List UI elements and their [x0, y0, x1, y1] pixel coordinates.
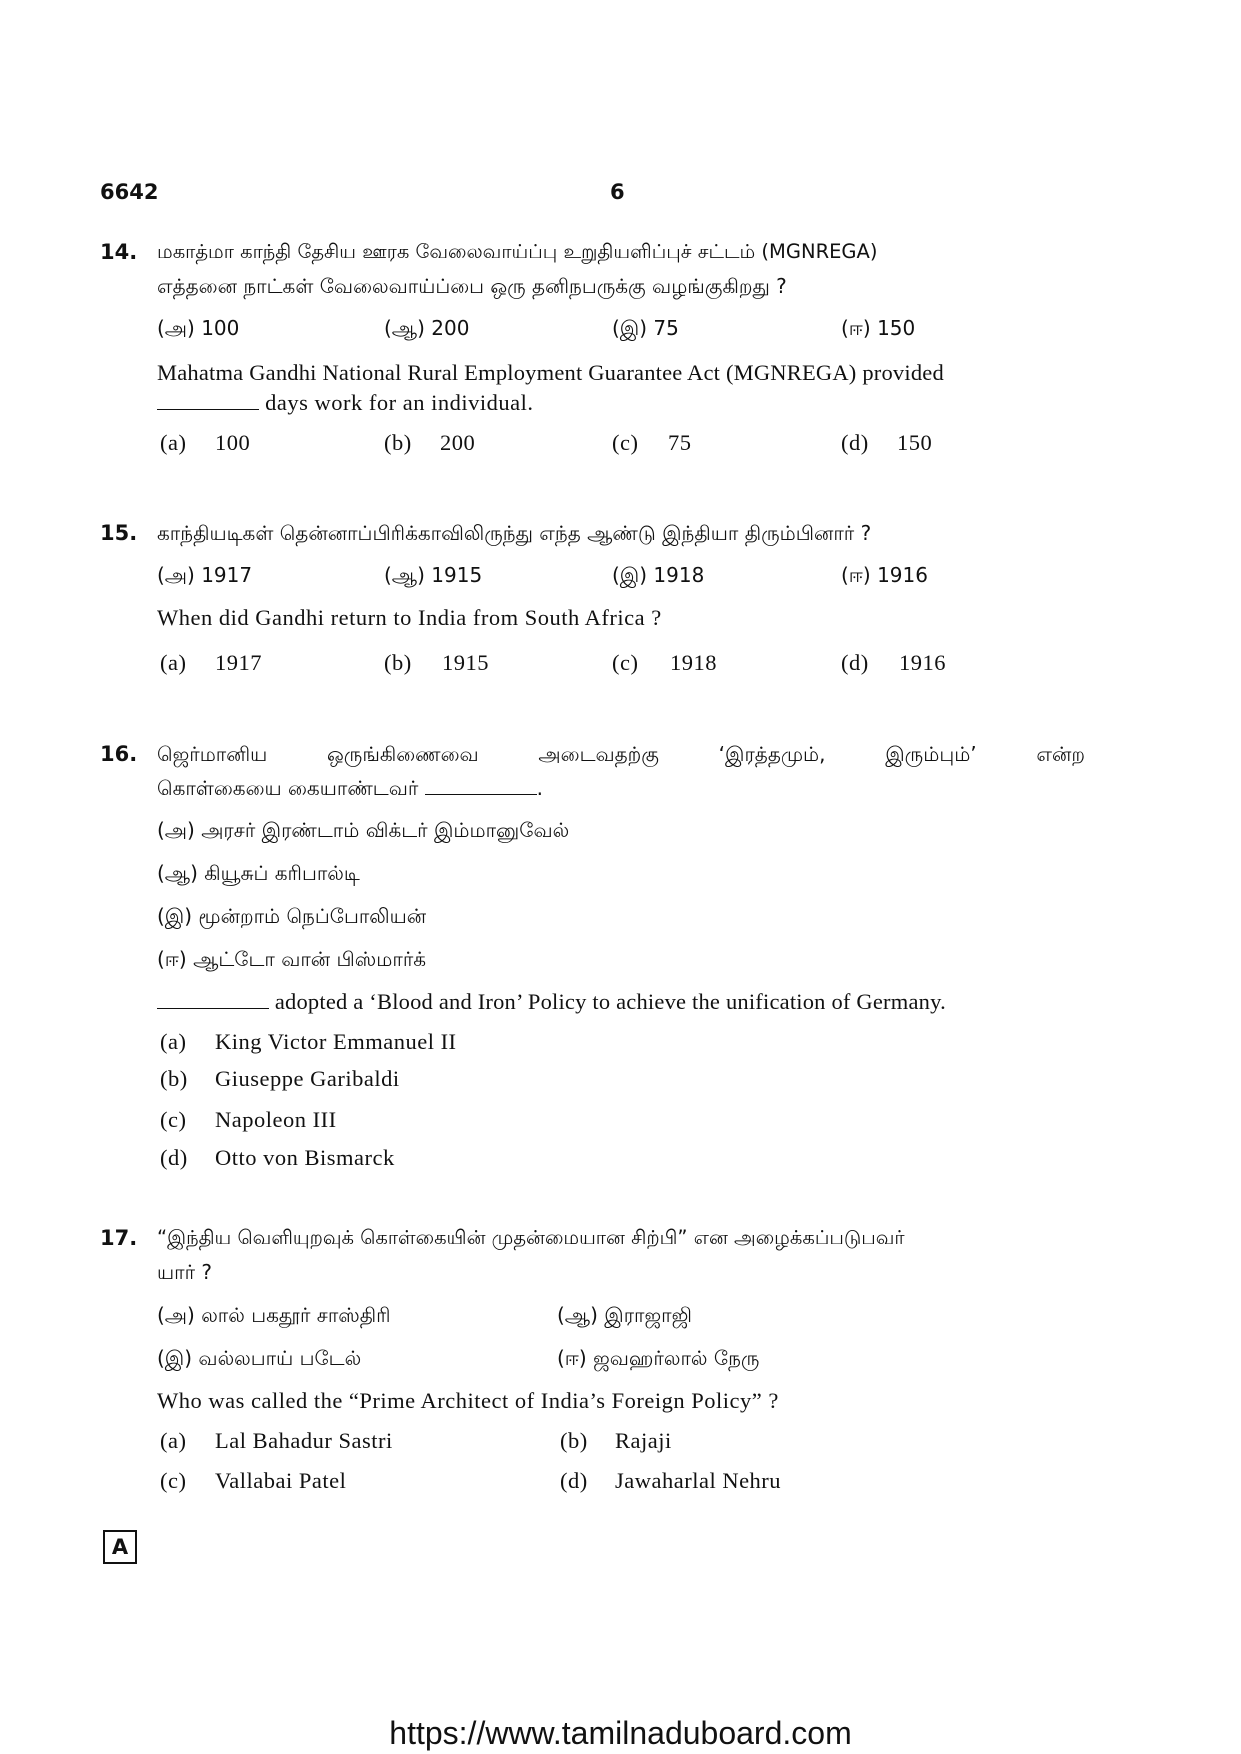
option-label: (ஆ)	[157, 861, 198, 885]
option-tamil-c	[612, 316, 679, 343]
option-tamil-b	[157, 861, 360, 888]
option-text: 100	[215, 430, 251, 455]
option-label: (இ)	[612, 316, 648, 340]
option-label: (a)	[160, 1029, 187, 1054]
option-text: 200	[440, 430, 476, 455]
option-text: 1915	[431, 563, 483, 587]
option-label: (c)	[612, 430, 639, 455]
option-label: (b)	[384, 650, 412, 675]
option-label: (இ)	[157, 904, 193, 928]
option-text: 1918	[653, 563, 705, 587]
option-text: Jawaharlal Nehru	[615, 1468, 782, 1493]
option-text: ஜவஹர்லால் நேரு	[593, 1346, 760, 1370]
option-label: (ஆ)	[384, 563, 425, 587]
option-text: லால் பகதூர் சாஸ்திரி	[201, 1303, 391, 1327]
option-tamil-c	[157, 1346, 361, 1373]
question-text-tamil: கொள்கையை கையாண்டவர் .	[157, 776, 543, 800]
option-text: 1917	[201, 563, 253, 587]
question-text-english-rest: adopted a ‘Blood and Iron’ Policy to achieve the unification of Germany.	[274, 989, 946, 1014]
answer-blank	[157, 408, 259, 410]
option-tamil-b	[384, 316, 469, 343]
question-text-tamil: காந்தியடிகள் தென்னாப்பிரிக்காவிலிருந்து எந்த ஆண்டு இந்தியா திரும்பினார் ?	[157, 521, 872, 545]
option-text: 200	[431, 316, 470, 340]
question-text-tamil: “இந்திய வெளியுறவுக் கொள்கையின் முதன்மையான சிற்பி” என அழைக்கப்படுபவர்	[157, 1226, 905, 1249]
option-text: 1917	[215, 650, 262, 675]
option-label: (அ)	[157, 563, 195, 587]
option-label: (d)	[841, 650, 869, 675]
option-text: Otto von Bismarck	[215, 1145, 395, 1170]
option-tamil-b	[384, 563, 482, 590]
option-label: (b)	[384, 430, 412, 455]
option-label: (ஈ)	[157, 947, 187, 971]
question-number: 16.	[100, 742, 138, 766]
option-label: (இ)	[157, 1346, 193, 1370]
option-text: ஆட்டோ வான் பிஸ்மார்க்	[193, 947, 427, 971]
option-label: (ஆ)	[384, 316, 425, 340]
option-label: (b)	[160, 1066, 188, 1091]
option-label: (a)	[160, 1428, 187, 1453]
question-text-tamil-rest: கொள்கையை கையாண்டவர்	[157, 776, 419, 800]
question-text-tamil: ஜெர்மானிய ஒருங்கிணைவை அடைவதற்கு ‘இரத்தமும், இரும்பும்’ என்ற	[157, 742, 1085, 766]
option-tamil-a	[157, 1303, 391, 1330]
option-tamil-d	[841, 316, 915, 343]
paper-code: 6642	[100, 180, 159, 204]
option-label: (அ)	[157, 818, 195, 842]
option-tamil-b	[557, 1303, 692, 1330]
option-text: Giuseppe Garibaldi	[215, 1066, 400, 1091]
question-number: 14.	[100, 240, 138, 264]
option-label: (d)	[841, 430, 869, 455]
page-number: 6	[610, 180, 625, 204]
option-text: கியூசுப் கரிபால்டி	[204, 861, 360, 885]
option-label: (c)	[160, 1468, 187, 1493]
question-number: 15.	[100, 521, 138, 545]
question-number: 17.	[100, 1226, 138, 1250]
answer-blank	[425, 793, 537, 795]
option-text: Rajaji	[615, 1428, 672, 1453]
option-label: (அ)	[157, 1303, 195, 1327]
option-label: (d)	[560, 1468, 588, 1493]
option-tamil-d	[841, 563, 928, 590]
booklet-code-box	[103, 1530, 137, 1564]
option-text: 75	[653, 316, 679, 340]
question-text-english	[157, 390, 533, 416]
question-text-tamil: மகாத்மா காந்தி தேசிய ஊரக வேலைவாய்ப்பு உறுதியளிப்புச் சட்டம் (MGNREGA)	[157, 240, 878, 263]
option-text: 150	[897, 430, 933, 455]
option-text: வல்லபாய் படேல்	[198, 1346, 362, 1370]
option-text: King Victor Emmanuel II	[215, 1029, 457, 1054]
option-text: Napoleon III	[215, 1107, 337, 1132]
option-text: 1915	[442, 650, 489, 675]
option-tamil-c	[157, 904, 426, 931]
footer-url: https://www.tamilnaduboard.com	[389, 1715, 852, 1751]
option-label: (ஈ)	[841, 563, 871, 587]
option-label: (ஈ)	[557, 1346, 587, 1370]
option-text: மூன்றாம் நெப்போலியன்	[198, 904, 427, 928]
option-label: (ஆ)	[557, 1303, 598, 1327]
option-text: 1916	[877, 563, 928, 587]
option-text: 150	[877, 316, 916, 340]
option-label: (c)	[160, 1107, 187, 1132]
option-tamil-d	[557, 1346, 759, 1373]
option-text: 75	[668, 430, 692, 455]
option-tamil-a	[157, 316, 239, 343]
question-text-english	[157, 989, 946, 1015]
question-text-english: Who was called the “Prime Architect of India’s Foreign Policy” ?	[157, 1388, 779, 1413]
option-label: (c)	[612, 650, 639, 675]
option-label: (a)	[160, 650, 187, 675]
option-label: (d)	[160, 1145, 188, 1170]
answer-blank	[157, 1007, 269, 1009]
option-label: (அ)	[157, 316, 195, 340]
option-tamil-a	[157, 818, 569, 845]
question-text-english: When did Gandhi return to India from South Africa ?	[157, 605, 662, 630]
option-text: அரசர் இரண்டாம் விக்டர் இம்மானுவேல்	[201, 818, 570, 842]
question-text-tamil: எத்தனை நாட்கள் வேலைவாய்ப்பை ஒரு தனிநபருக்கு வழங்குகிறது ?	[157, 274, 787, 298]
option-text: 100	[201, 316, 240, 340]
option-text: Lal Bahadur Sastri	[215, 1428, 393, 1453]
option-label: (a)	[160, 430, 187, 455]
option-text: 1918	[670, 650, 717, 675]
booklet-code: A	[111, 1535, 129, 1559]
option-tamil-c	[612, 563, 704, 590]
option-label: (ஈ)	[841, 316, 871, 340]
question-text-english: Mahatma Gandhi National Rural Employment Guarantee Act (MGNREGA) provided	[157, 360, 944, 385]
option-tamil-a	[157, 563, 252, 590]
question-text-english-rest: days work for an individual.	[265, 390, 534, 415]
question-text-tamil: யார் ?	[157, 1260, 213, 1284]
option-text: இராஜாஜி	[604, 1303, 692, 1327]
option-text: 1916	[899, 650, 946, 675]
option-text: Vallabai Patel	[215, 1468, 347, 1493]
option-tamil-d	[157, 947, 426, 974]
option-label: (இ)	[612, 563, 648, 587]
option-label: (b)	[560, 1428, 588, 1453]
